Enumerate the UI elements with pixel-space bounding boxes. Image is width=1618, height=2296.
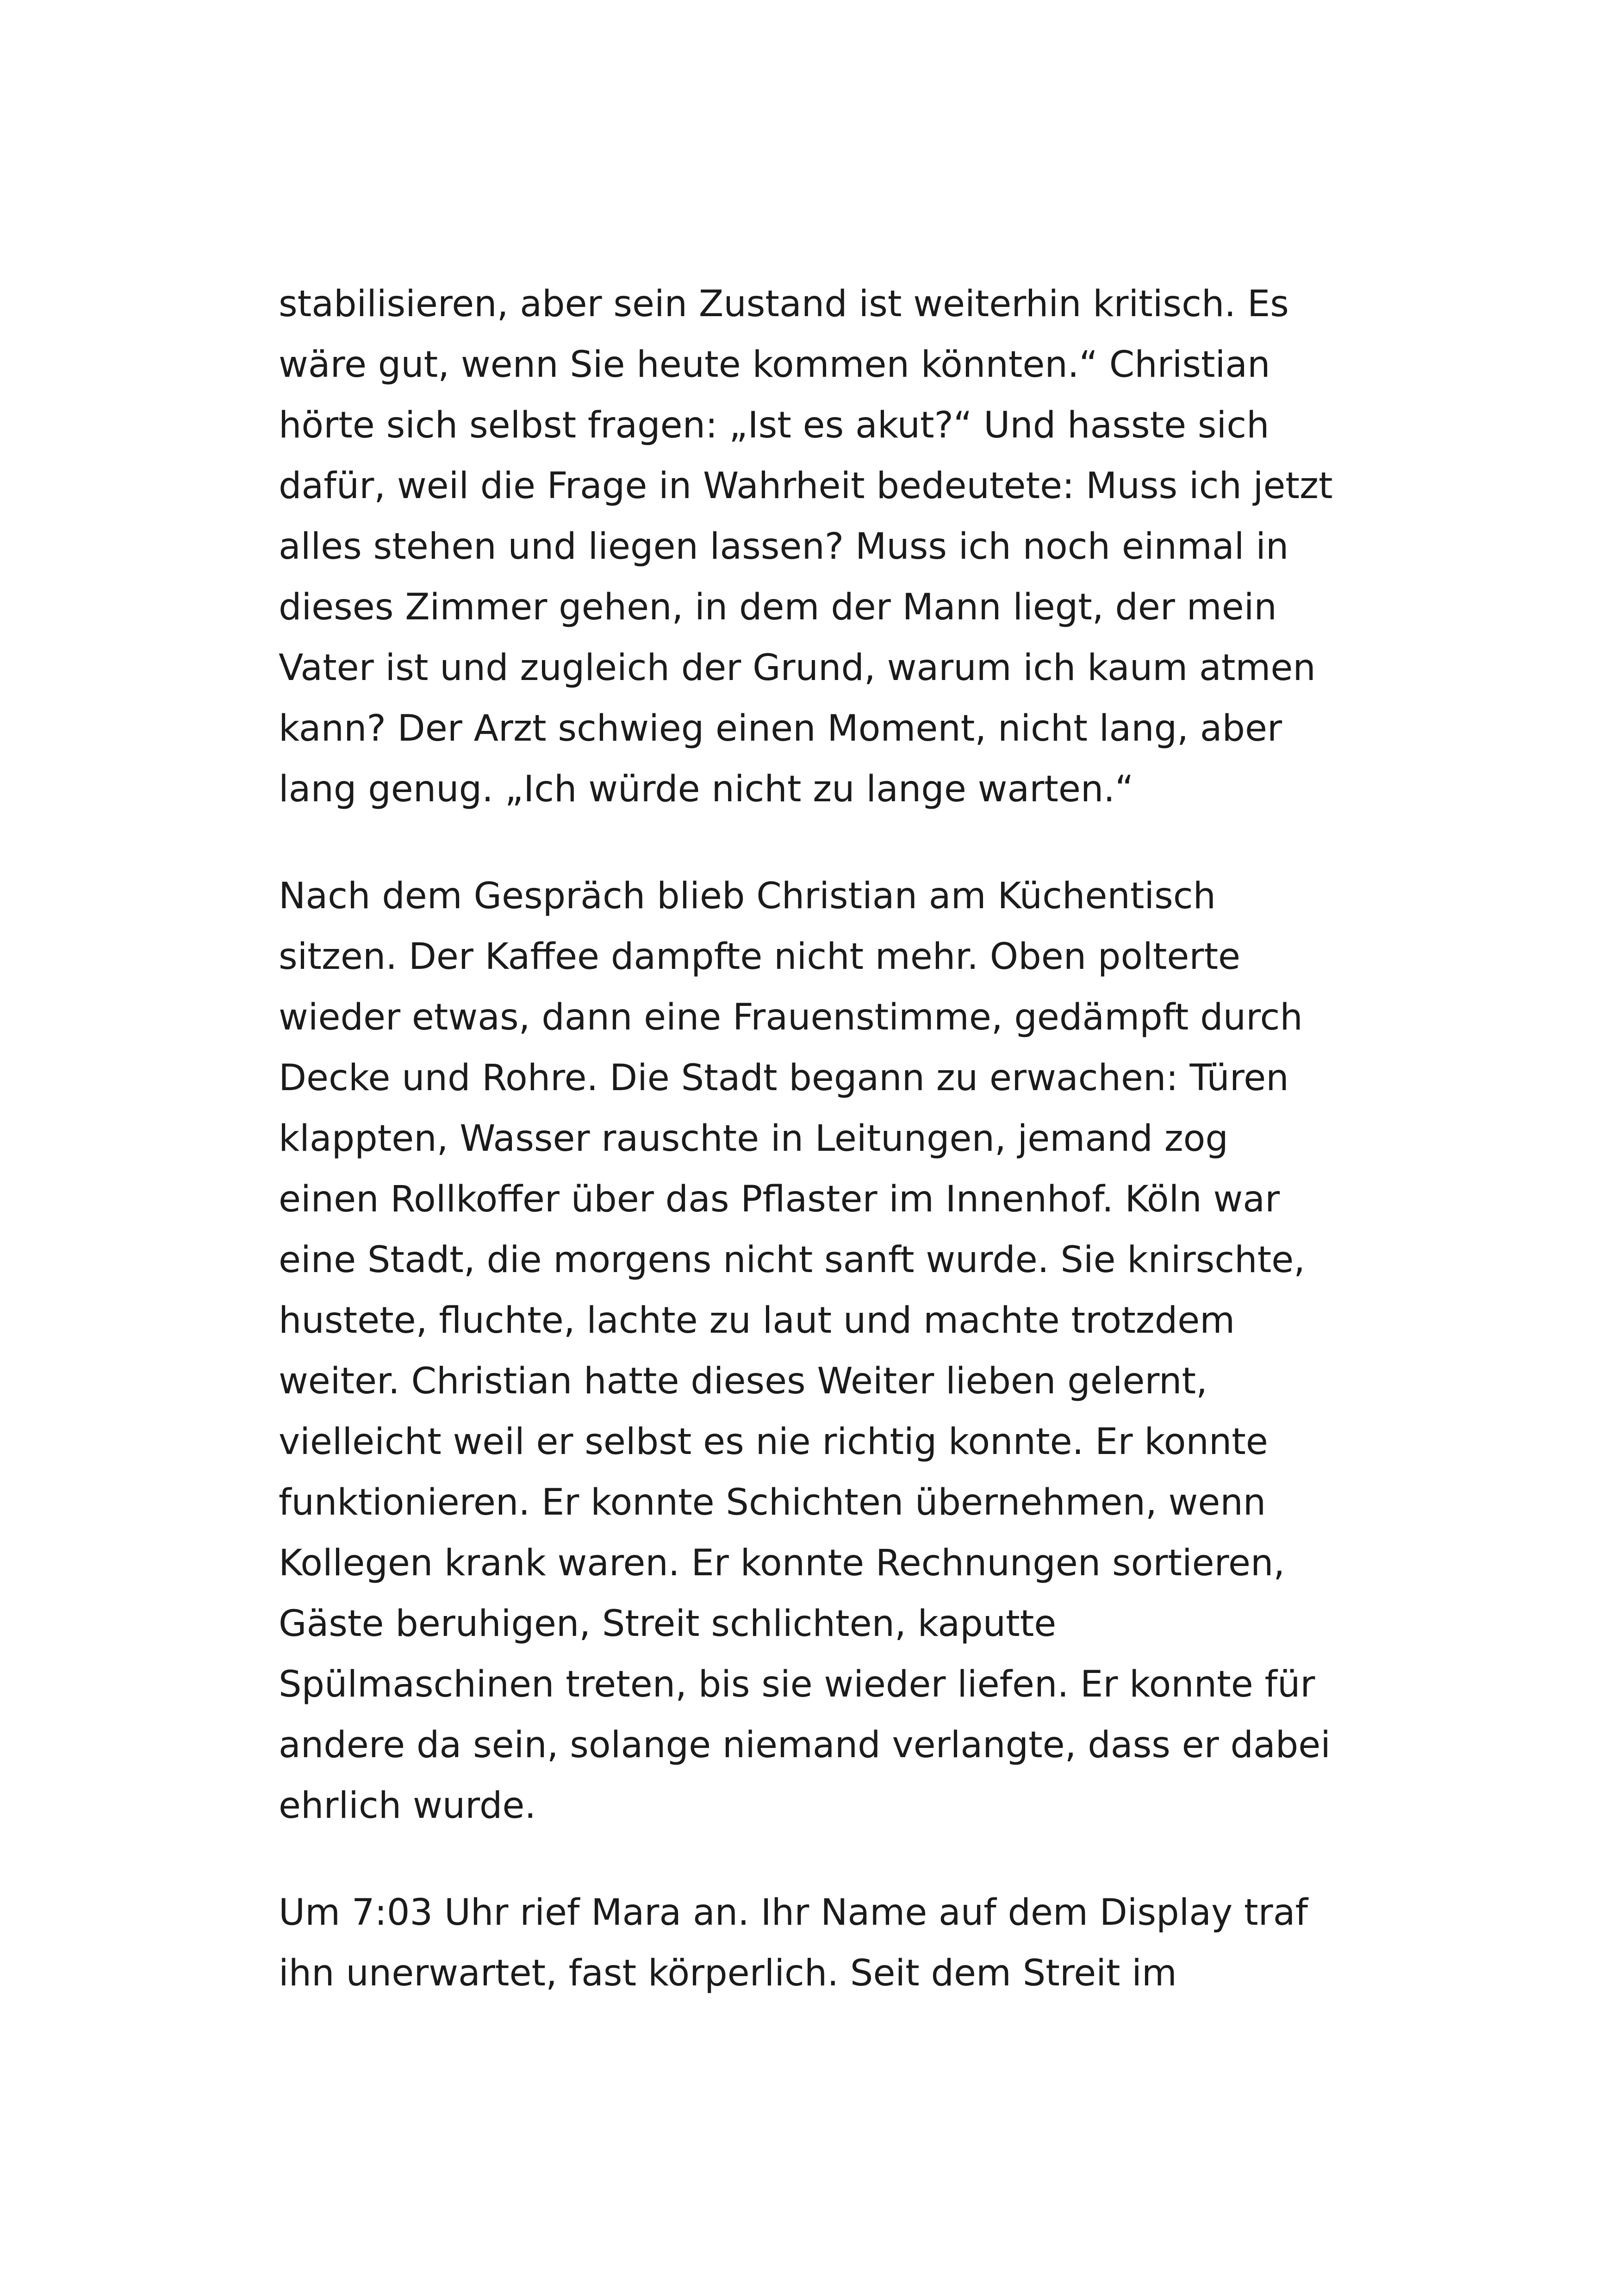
text-line: Spülmaschinen treten, bis sie wieder liefen. Er konnte für — [279, 1664, 1315, 1705]
text-line: Vater ist und zugleich der Grund, warum ich kaum atmen — [279, 647, 1316, 689]
text-line: Gäste beruhigen, Streit schlichten, kaputte — [279, 1603, 1057, 1645]
text-line: dieses Zimmer gehen, in dem der Mann liegt, der mein — [279, 586, 1277, 628]
body-text — [279, 274, 1343, 2050]
text-line: ihn unerwartet, fast körperlich. Seit dem Streit im — [279, 1953, 1177, 1994]
text-line: Kollegen krank waren. Er konnte Rechnungen sortieren, — [279, 1542, 1285, 1584]
text-line: klappten, Wasser rauschte in Leitungen, jemand zog — [279, 1118, 1228, 1160]
text-line: einen Rollkoffer über das Pflaster im Innenhof. Köln war — [279, 1179, 1280, 1220]
paragraph-3 — [279, 1883, 1343, 2004]
paragraph-1 — [279, 274, 1343, 820]
text-line: weiter. Christian hatte dieses Weiter lieben gelernt, — [279, 1360, 1207, 1402]
text-line: funktionieren. Er konnte Schichten übernehmen, wenn — [279, 1482, 1266, 1523]
text-line: dafür, weil die Frage in Wahrheit bedeutete: Muss ich jetzt — [279, 465, 1333, 507]
text-line: Nach dem Gespräch blieb Christian am Küchentisch — [279, 875, 1216, 917]
text-line: alles stehen und liegen lassen? Muss ich noch einmal in — [279, 526, 1289, 568]
paragraph-2 — [279, 866, 1343, 1836]
text-line: eine Stadt, die morgens nicht sanft wurde. Sie knirschte, — [279, 1239, 1305, 1281]
text-line: hustete, fluchte, lachte zu laut und machte trotzdem — [279, 1300, 1235, 1341]
text-line: wieder etwas, dann eine Frauenstimme, gedämpft durch — [279, 997, 1303, 1038]
text-line: sitzen. Der Kaffee dampfte nicht mehr. Oben polterte — [279, 936, 1241, 978]
text-line: Um 7:03 Uhr rief Mara an. Ihr Name auf dem Display traf — [279, 1892, 1308, 1934]
text-line: Decke und Rohre. Die Stadt begann zu erwachen: Türen — [279, 1057, 1289, 1099]
text-line: hörte sich selbst fragen: „Ist es akut?“ Und hasste sich — [279, 405, 1270, 446]
text-line: ehrlich wurde. — [279, 1785, 536, 1827]
text-line: wäre gut, wenn Sie heute kommen könnten.“ Christian — [279, 344, 1270, 386]
text-line: vielleicht weil er selbst es nie richtig konnte. Er konnte — [279, 1421, 1268, 1463]
text-line: stabilisieren, aber sein Zustand ist weiterhin kritisch. Es — [279, 283, 1289, 325]
text-line: andere da sein, solange niemand verlangte, dass er dabei — [279, 1724, 1331, 1766]
text-line: kann? Der Arzt schwieg einen Moment, nicht lang, aber — [279, 708, 1282, 749]
text-line: lang genug. „Ich würde nicht zu lange warten.“ — [279, 768, 1134, 810]
